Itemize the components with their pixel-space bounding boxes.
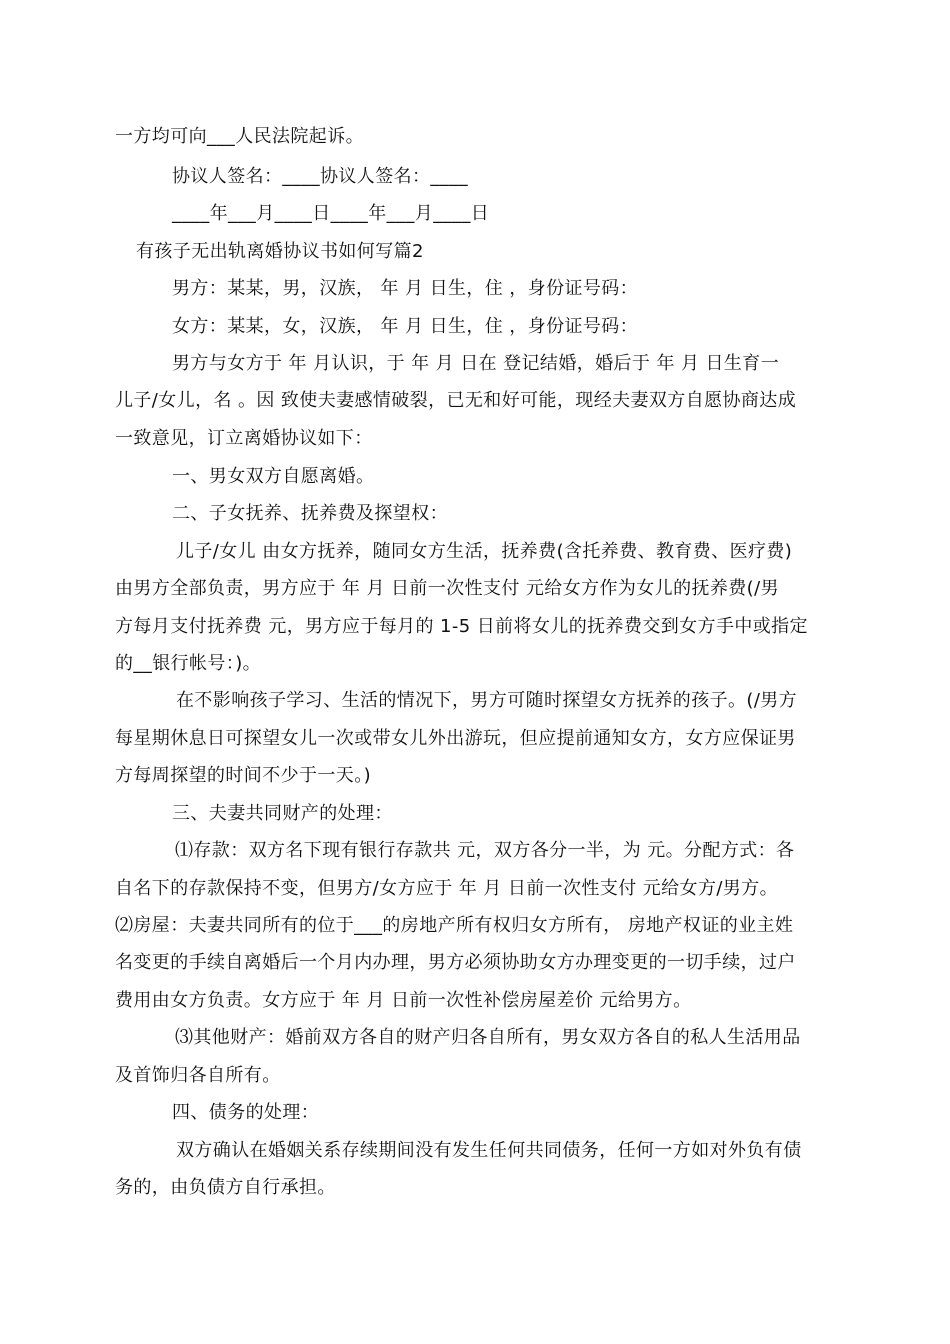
text-line: 一方均可向___人民法院起诉。 [115,126,364,147]
text-line: 儿子/女儿，名 。因 致使夫妻感情破裂，已无和好可能，现经夫妻双方自愿协商达成 [115,390,797,411]
signature-line: 协议人签名：____协议人签名：____ [172,166,468,187]
text-line: 务的，由负债方自行承担。 [115,1177,336,1198]
text-line: 儿子/女儿 由女方抚养，随同女方生活，抚养费(含托养费、教育费、医疗费) [176,541,793,562]
section-heading: 有孩子无出轨离婚协议书如何写篇2 [136,241,424,262]
text-line: 由男方全部负责，男方应于 年 月 日前一次性支付 元给女方作为女儿的抚养费(/男 [115,578,779,599]
text-line: ⑵房屋：夫妻共同所有的位于___的房地产所有权归女方所有， 房地产权证的业主姓 [115,915,794,936]
text-line: ⑴存款：双方名下现有银行存款共 元，双方各分一半，为 元。分配方式：各 [175,840,795,861]
text-line: ⑶其他财产：婚前双方各自的财产归各自所有，男女双方各自的私人生活用品 [175,1027,801,1048]
text-line: 方每周探望的时间不少于一天。) [115,765,372,786]
text-line: 每星期休息日可探望女儿一次或带女儿外出游玩，但应提前通知女方，女方应保证男 [115,728,796,749]
text-line: 女方：某某，女，汉族， 年 月 日生，住 ，身份证号码： [172,316,639,337]
clause-heading: 一、男女双方自愿离婚。 [172,466,375,487]
text-line: 双方确认在婚姻关系存续期间没有发生任何共同债务，任何一方如对外负有债 [176,1140,802,1161]
text-line: 名变更的手续自离婚后一个月内办理，男方必须协助女方办理变更的一切手续，过户 [115,952,796,973]
text-line: 男方：某某，男，汉族， 年 月 日生，住 ，身份证号码： [172,278,639,299]
clause-heading: 三、夫妻共同财产的处理： [172,803,393,824]
clause-heading: 二、子女抚养、抚养费及探望权： [172,503,448,524]
text-line: 在不影响孩子学习、生活的情况下，男方可随时探望女方抚养的孩子。(/男方 [176,690,798,711]
text-line: 费用由女方负责。女方应于 年 月 日前一次性补偿房屋差价 元给男方。 [115,990,692,1011]
clause-heading: 四、债务的处理： [172,1102,320,1123]
text-line: 方每月支付抚养费 元，男方应于每月的 1-5 日前将女儿的抚养费交到女方手中或指定 [115,616,808,637]
text-line: 自名下的存款保持不变，但男方/女方应于 年 月 日前一次性支付 元给女方/男方。 [115,878,779,899]
text-line: 的__银行帐号：)。 [115,653,262,674]
text-line: 一致意见，订立离婚协议如下： [115,428,373,449]
text-line: 及首饰归各自所有。 [115,1065,281,1086]
text-line: 男方与女方于 年 月认识，于 年 月 日在 登记结婚，婚后于 年 月 日生育一 [172,353,780,374]
date-line: ____年___月____日____年___月____日 [172,203,490,224]
